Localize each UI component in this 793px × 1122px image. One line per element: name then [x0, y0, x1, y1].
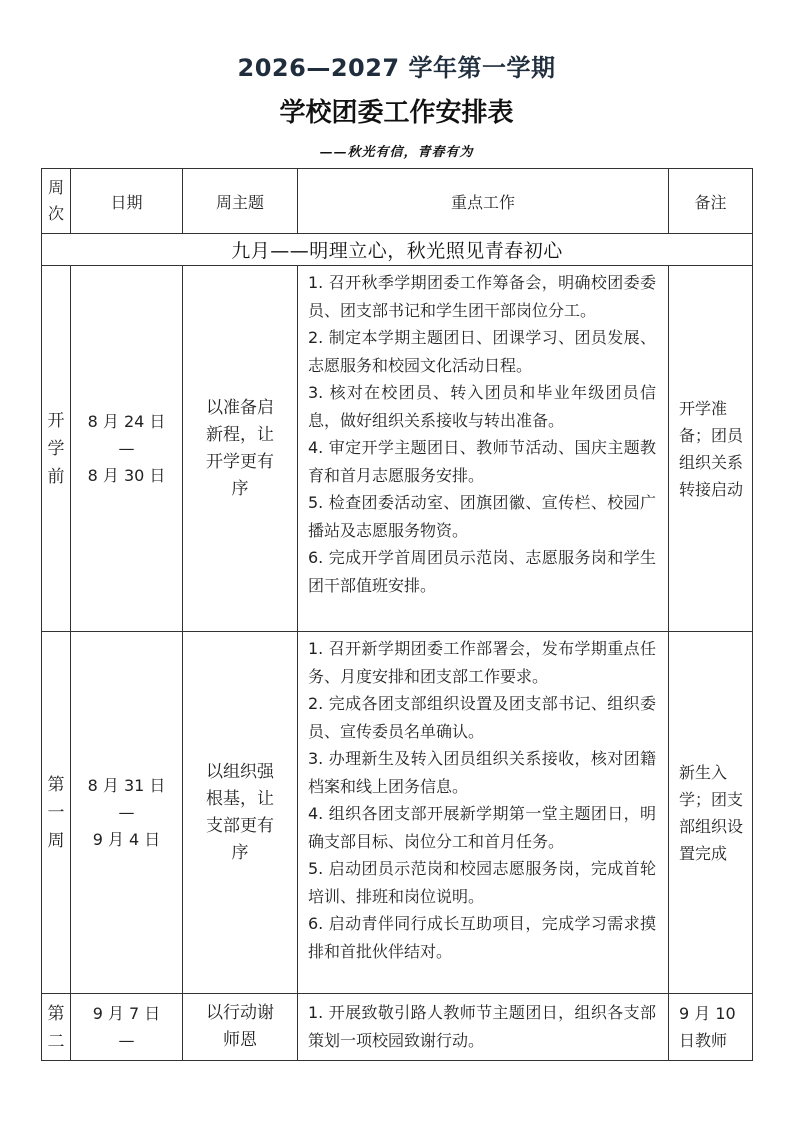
task-item: 1. 召开新学期团委工作部署会，发布学期重点任务、月度安排和团支部工作要求。 [308, 639, 656, 686]
date-start: 8 月 24 日 [87, 412, 166, 431]
column-header-week-char-1: 周 [47, 178, 64, 197]
work-cell [298, 994, 669, 1061]
task-item: 5. 启动团员示范岗和校园志愿服务岗，完成首轮培训、排班和岗位说明。 [308, 859, 656, 906]
theme-cell [183, 994, 298, 1061]
date-separator: — [118, 1031, 135, 1050]
task-item: 4. 审定开学主题团日、教师节活动、国庆主题教育和首月志愿服务安排。 [308, 438, 656, 485]
table-header-row [42, 169, 753, 234]
date-separator: — [118, 439, 135, 458]
task-item: 3. 核对在校团员、转入团员和毕业年级团员信息，做好组织关系接收与转出准备。 [308, 383, 656, 430]
table-row [42, 632, 753, 994]
month-banner: 九月——明理立心，秋光照见青春初心 [42, 234, 753, 266]
column-header-date: 日期 [71, 169, 183, 234]
date-end: 8 月 30 日 [87, 466, 166, 485]
theme-text: 以组织强根基，让支部更有序 [206, 761, 274, 863]
column-header-theme: 周主题 [183, 169, 298, 234]
theme-cell [183, 266, 298, 632]
theme-text: 以行动谢师恩 [206, 1003, 274, 1050]
table-row [42, 266, 753, 632]
date-start: 8 月 31 日 [87, 776, 166, 795]
schedule-table [41, 168, 753, 1061]
task-item: 2. 制定本学期主题团日、团课学习、团员发展、志愿服务和校园文化活动日程。 [308, 328, 656, 375]
task-item: 6. 启动青伴同行成长互助项目，完成学习需求摸排和首批伙伴结对。 [308, 914, 656, 961]
task-item: 3. 办理新生及转入团员组织关系接收，核对团籍档案和线上团务信息。 [308, 749, 656, 796]
page-title-term: 2026—2027 学年第一学期 [237, 54, 556, 82]
week-label: 第二 [47, 1004, 65, 1052]
task-item: 6. 完成开学首周团员示范岗、志愿服务岗和学生团干部值班安排。 [308, 548, 656, 595]
date-start: 9 月 7 日 [92, 1004, 161, 1023]
date-cell [71, 632, 183, 994]
week-label: 第一周 [47, 774, 65, 851]
note-text: 9 月 10 日教师 [679, 1004, 736, 1050]
column-header-week-text [48, 178, 64, 223]
date-separator: — [118, 803, 135, 822]
column-header-work: 重点工作 [298, 169, 669, 234]
date-end: 9 月 4 日 [92, 830, 161, 849]
work-cell [298, 266, 669, 632]
table-row [42, 994, 753, 1061]
task-item: 4. 组织各团支部开展新学期第一堂主题团日，明确支部目标、岗位分工和首月任务。 [308, 804, 656, 851]
week-cell [42, 266, 71, 632]
column-header-week-char-2: 次 [47, 204, 64, 223]
note-text: 新生入学；团支部组织设置完成 [679, 762, 744, 863]
note-cell [669, 994, 753, 1061]
page-subtitle: ——秋光有信，青春有为 [319, 145, 474, 160]
date-cell [71, 994, 183, 1061]
week-cell [42, 632, 71, 994]
month-banner-row [42, 234, 753, 266]
theme-text: 以准备启新程，让开学更有序 [206, 397, 274, 499]
work-cell [298, 632, 669, 994]
column-header-week [42, 169, 71, 234]
week-cell [42, 994, 71, 1061]
task-item: 2. 完成各团支部组织设置及团支部书记、组织委员、宣传委员名单确认。 [308, 694, 656, 741]
note-text: 开学准备；团员组织关系转接启动 [679, 398, 744, 499]
task-item: 5. 检查团委活动室、团旗团徽、宣传栏、校园广播站及志愿服务物资。 [308, 493, 656, 540]
week-label: 开学前 [47, 410, 65, 487]
theme-cell [183, 632, 298, 994]
task-item: 1. 召开秋季学期团委工作筹备会，明确校团委委员、团支部书记和学生团干部岗位分工。 [308, 273, 656, 320]
note-cell [669, 266, 753, 632]
task-item: 1. 开展致敬引路人教师节主题团日，组织各支部策划一项校园致谢行动。 [308, 1003, 656, 1050]
note-cell [669, 632, 753, 994]
column-header-note: 备注 [669, 169, 753, 234]
date-cell [71, 266, 183, 632]
page-title: 学校团委工作安排表 [279, 98, 514, 128]
